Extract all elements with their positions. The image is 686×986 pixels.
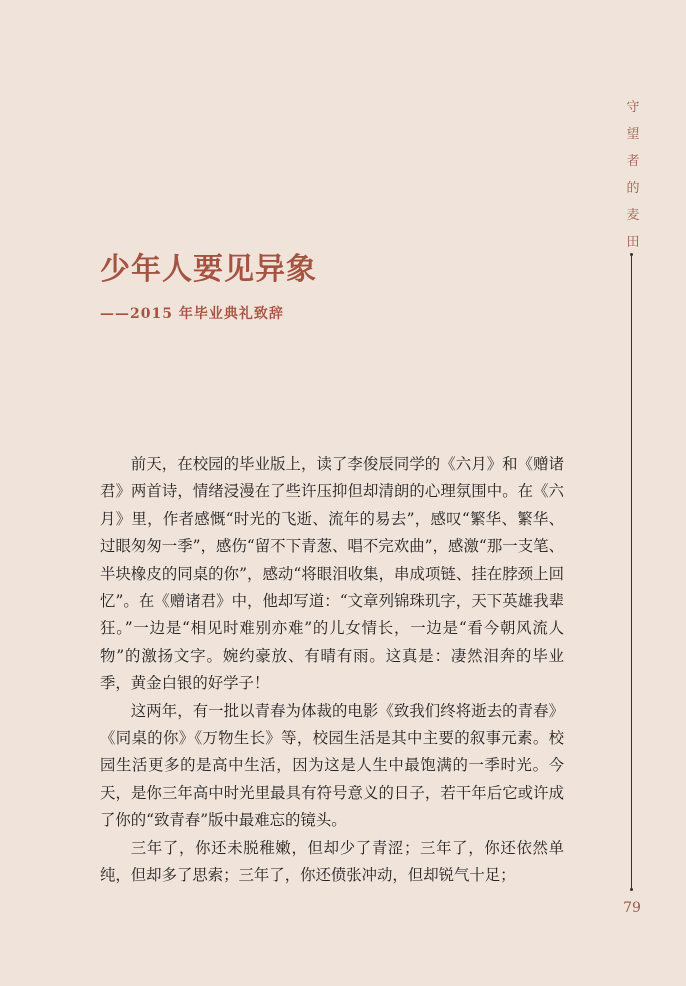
chapter-subtitle: ——2015 年毕业典礼致辞 xyxy=(100,306,284,322)
running-header-char: 麦 xyxy=(626,208,640,223)
running-header-vertical xyxy=(626,94,640,256)
paragraph: 这两年，有一批以青春为体裁的电影《致我们终将逝去的青春》《同桌的你》《万物生长》等，校园生活是其中主要的叙事元素。校园生活更多的是高中生活，因为这是人生中最饱满的一季时光。今天，是你三年高中时光里最具有符号意义的日子，若干年后它或许成了你的“致青春”版中最难忘的镜头。 xyxy=(100,701,564,830)
running-header-char: 田 xyxy=(626,235,640,250)
chapter-title: 少年人要见异象 xyxy=(100,252,317,287)
running-header-char: 望 xyxy=(626,127,640,142)
page-number: 79 xyxy=(623,900,641,916)
paragraph: 前天，在校园的毕业版上，读了李俊辰同学的《六月》和《赠诸君》两首诗，情绪浸漫在了些许压抑但却清朗的心理氛围中。在《六月》里，作者感慨“时光的飞逝、流年的易去”，感叹“繁华、繁华、过眼匆匆一季”，感伤“留不下青葱、唱不完欢曲”，感激“那一支笔、半块橡皮的同桌的你”，感动“将眼泪收集，串成项链、挂在脖颈上回忆”。在《赠诸君》中，他却写道：“文章列锦珠玑字，天下英雄我辈狂。”一边是“相见时难别亦难”的儿女情长，一边是“看今朝风流人物”的激扬文字。婉约豪放、有晴有雨。这真是：凄然泪奔的毕业季，黄金白银的好学子！ xyxy=(100,455,564,693)
running-header-char: 者 xyxy=(626,154,640,169)
margin-rule xyxy=(631,254,632,890)
running-header-char: 守 xyxy=(626,100,640,115)
running-header-char: 的 xyxy=(626,181,640,196)
body-text xyxy=(100,451,564,890)
paragraph: 三年了，你还未脱稚嫩，但却少了青涩；三年了，你还依然单纯，但却多了思索；三年了，你还偾张冲动，但却锐气十足； xyxy=(100,838,564,885)
